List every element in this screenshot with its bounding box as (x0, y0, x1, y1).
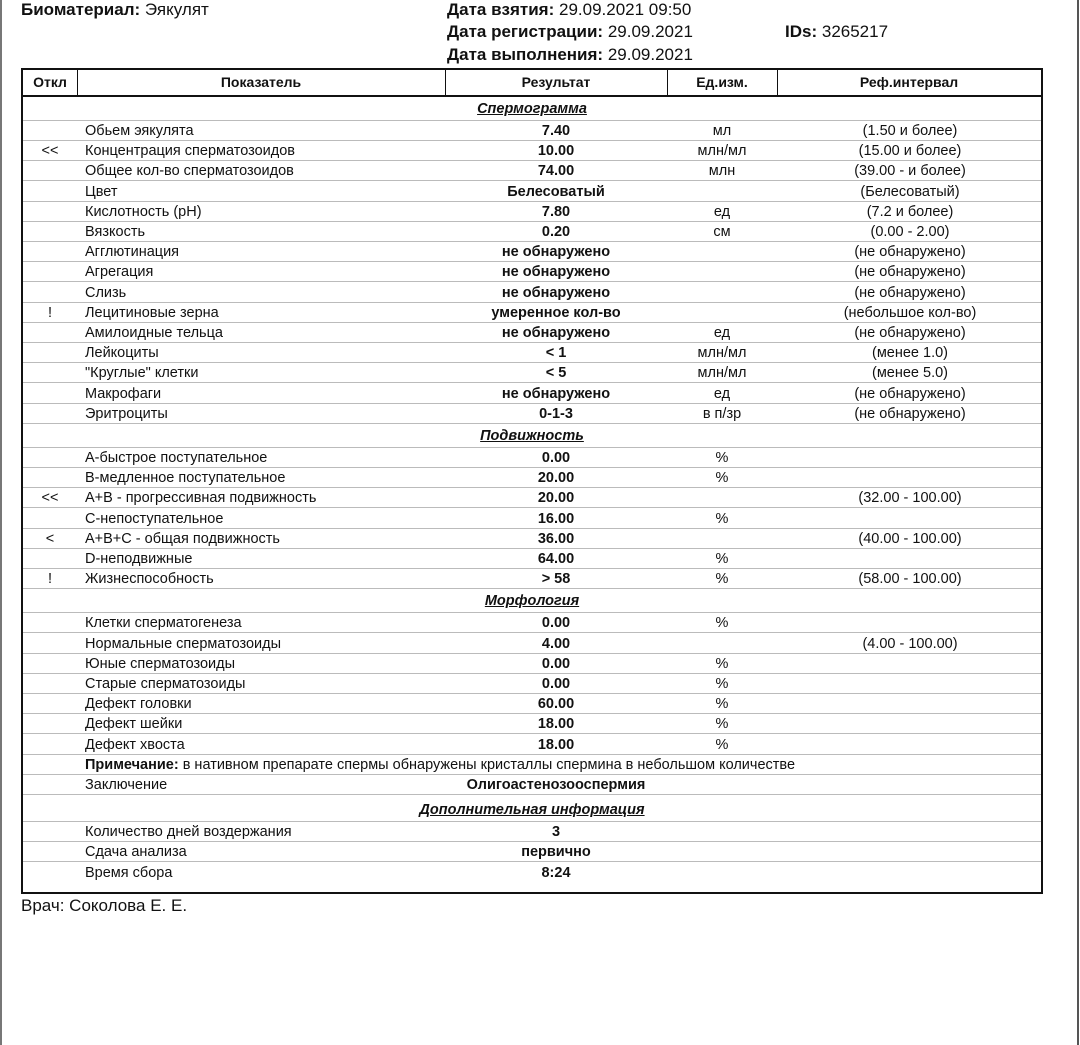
indicator-name: Лецитиновые зерна (85, 304, 219, 321)
result-value: 0.00 (541, 450, 571, 466)
unit-value (667, 487, 777, 507)
result-value: 60.00 (537, 696, 575, 713)
reference-interval (777, 508, 1043, 528)
reference-interval (777, 447, 1043, 467)
reference-interval (777, 467, 1043, 487)
conclusion-value: Олигоастенозооспермия (466, 777, 646, 793)
result-value: не обнаружено (501, 385, 611, 402)
result-value: не обнаружено (501, 264, 611, 281)
reference-interval (777, 734, 1043, 754)
reference-interval: (1.50 и более) (862, 123, 958, 139)
reference-interval: (не обнаружено) (854, 325, 966, 341)
unit-value: см (713, 224, 731, 240)
indicator-name: "Круглые" клетки (85, 365, 199, 382)
table-row (23, 282, 1041, 303)
flag-cell: << (41, 490, 59, 507)
flag-cell (23, 342, 77, 362)
registered-date-line (447, 22, 693, 42)
indicator-name: Агглютинация (85, 244, 180, 261)
unit-value: % (715, 470, 729, 487)
reference-interval: (не обнаружено) (854, 284, 966, 301)
result-value: не обнаружено (501, 325, 611, 341)
result-value: не обнаружено (501, 244, 611, 261)
table-row (23, 693, 1041, 714)
result-value: умеренное кол-во (491, 304, 621, 321)
indicator-name: Слизь (85, 284, 127, 301)
unit-value: % (715, 676, 729, 692)
result-value: 7.40 (541, 123, 571, 139)
flag-cell (23, 693, 77, 713)
table-row (23, 673, 1041, 694)
unit-value: ед (713, 325, 731, 341)
unit-value: % (715, 510, 729, 527)
unit-value (667, 261, 777, 281)
reference-interval: (15.00 и более) (858, 143, 962, 160)
indicator-name: В-медленное поступательное (85, 470, 286, 487)
ids-label: IDs: (785, 22, 818, 41)
table-row (23, 362, 1041, 383)
reference-interval: (58.00 - 100.00) (858, 571, 962, 588)
table-row (23, 201, 1041, 222)
biomaterial-value: Эякулят (144, 0, 209, 19)
taken-date-label: Дата взятия: (447, 0, 555, 19)
unit-value (667, 633, 777, 653)
result-value: 64.00 (537, 551, 575, 567)
indicator-name: Время сбора (85, 864, 173, 881)
flag-cell (23, 160, 77, 180)
result-value: 16.00 (537, 510, 575, 527)
indicator-name: Количество дней воздержания (85, 824, 292, 841)
flag-cell (23, 362, 77, 382)
indicator-name: Эритроциты (85, 405, 168, 422)
result-value: 20.00 (537, 490, 575, 507)
performed-date-line (447, 45, 693, 65)
result-value: 0-1-3 (539, 405, 573, 422)
reference-interval: (0.00 - 2.00) (870, 224, 950, 240)
table-row (23, 447, 1041, 468)
table-row (23, 120, 1041, 141)
indicator-name: Обьем эякулята (85, 123, 194, 139)
flag-cell (23, 653, 77, 673)
table-row (23, 734, 1041, 755)
table-row (23, 467, 1041, 488)
flag-cell (23, 633, 77, 653)
flag-cell (23, 201, 77, 221)
ids-value: 3265217 (821, 22, 889, 41)
flag-cell (23, 221, 77, 241)
indicator-name: Старые сперматозоиды (85, 676, 246, 692)
flag-cell (23, 120, 77, 140)
unit-value: ед (713, 203, 731, 220)
result-value: < 5 (545, 365, 567, 382)
result-value: не обнаружено (501, 284, 611, 301)
flag-cell (23, 383, 77, 403)
column-header-flag: Откл (23, 70, 78, 95)
conclusion-row (23, 774, 1041, 795)
unit-value: % (715, 571, 729, 588)
indicator-name: Нормальные сперматозоиды (85, 635, 282, 652)
note-label: Примечание: (85, 756, 179, 773)
table-row (23, 548, 1041, 569)
table-row (23, 160, 1041, 181)
table-row (23, 612, 1041, 633)
table-row (23, 653, 1041, 674)
table-row (23, 841, 1041, 862)
reference-interval: (менее 1.0) (871, 345, 948, 362)
table-header-row (23, 70, 1041, 97)
page-edge-left (0, 0, 2, 1045)
result-value: 36.00 (537, 530, 575, 547)
table-row (23, 241, 1041, 262)
table-row (23, 403, 1041, 424)
reference-interval (777, 693, 1043, 713)
indicator-name: Макрофаги (85, 385, 162, 402)
indicator-name: D-неподвижные (85, 551, 193, 567)
reference-interval: (не обнаружено) (854, 264, 966, 281)
reference-interval (777, 548, 1043, 568)
indicator-name: Концентрация сперматозоидов (85, 143, 295, 160)
unit-value: в п/зр (702, 405, 742, 422)
indicator-name: Лейкоциты (85, 345, 159, 362)
taken-date-line (447, 0, 691, 20)
flag-cell: ! (47, 304, 53, 321)
result-value: первично (521, 844, 591, 861)
result-value: 0.00 (541, 655, 571, 672)
flag-cell: ! (47, 571, 53, 588)
result-value: < 1 (545, 345, 567, 362)
unit-value (667, 241, 777, 261)
result-value: 8:24 (541, 864, 571, 881)
unit-value: % (715, 716, 729, 733)
unit-value (667, 528, 777, 548)
flag-cell (23, 612, 77, 632)
reference-interval: (39.00 - и более) (854, 163, 966, 180)
unit-value: мл (712, 123, 732, 139)
reference-interval: (не обнаружено) (854, 244, 966, 261)
indicator-name: Агрегация (85, 264, 154, 281)
table-row (23, 713, 1041, 734)
column-header-name: Показатель (77, 70, 446, 95)
indicator-name: Дефект шейки (85, 716, 183, 733)
table-row (23, 862, 1041, 882)
table-row (23, 821, 1041, 842)
registered-date-label: Дата регистрации: (447, 22, 604, 41)
page-edge-right (1077, 0, 1079, 1045)
flag-cell (23, 447, 77, 467)
reference-interval: (небольшое кол-во) (843, 304, 977, 321)
indicator-name: Кислотность (pH) (85, 203, 202, 220)
indicator-name: С-непоступательное (85, 510, 224, 527)
indicator-name: Юные сперматозоиды (85, 655, 236, 672)
indicator-name: Клетки сперматогенеза (85, 615, 242, 632)
flag-cell (23, 467, 77, 487)
reference-interval: (32.00 - 100.00) (858, 490, 962, 507)
result-value: 18.00 (537, 716, 575, 733)
flag-cell (23, 508, 77, 528)
table-row (23, 342, 1041, 363)
conclusion-label: Заключение (85, 777, 168, 793)
unit-value: % (715, 551, 729, 567)
unit-value: ед (713, 385, 731, 402)
unit-value: % (715, 736, 729, 753)
table-row (23, 302, 1041, 323)
reference-interval: (Белесоватый) (860, 183, 960, 200)
note-row (23, 754, 1041, 775)
column-header-unit: Ед.изм. (667, 70, 778, 95)
unit-value (667, 302, 777, 322)
flag-cell (23, 713, 77, 733)
unit-value: млн/мл (697, 345, 747, 362)
unit-value: млн (708, 163, 736, 180)
indicator-name: Дефект головки (85, 696, 192, 713)
result-value: Белесоватый (507, 183, 605, 200)
note-text: в нативном препарате спермы обнаружены кристаллы спермина в небольшом количестве (182, 756, 796, 773)
table-row (23, 140, 1041, 161)
result-value: 3 (551, 824, 561, 841)
column-header-ref: Реф.интервал (859, 74, 959, 90)
table-row (23, 633, 1041, 654)
indicator-name: Дефект хвоста (85, 736, 185, 753)
results-table (21, 68, 1043, 894)
biomaterial-line (21, 0, 209, 20)
reference-interval: (менее 5.0) (871, 365, 948, 382)
table-row (23, 322, 1041, 343)
flag-cell (23, 403, 77, 423)
flag-cell (23, 282, 77, 302)
result-value: 20.00 (537, 470, 575, 487)
performed-date-label: Дата выполнения: (447, 45, 604, 64)
flag-cell: << (41, 143, 59, 160)
result-value: 7.80 (541, 203, 571, 220)
reference-interval: (40.00 - 100.00) (858, 530, 962, 547)
indicator-name: Общее кол-во сперматозоидов (85, 163, 294, 180)
flag-cell: < (45, 530, 55, 547)
unit-value: % (715, 615, 729, 632)
flag-cell (23, 734, 77, 754)
doctor-signature: Врач: Соколова Е. Е. (21, 896, 188, 915)
reference-interval: (не обнаружено) (854, 405, 966, 422)
section-title: Подвижность (23, 423, 1041, 448)
unit-value: млн/мл (697, 365, 747, 382)
section-title-additional: Дополнительная информация (23, 797, 1041, 822)
flag-cell (23, 673, 77, 693)
note-text-wrap (85, 754, 985, 774)
result-value: > 58 (541, 571, 571, 588)
result-value: 74.00 (537, 163, 575, 180)
result-value: 0.00 (541, 676, 571, 692)
reference-interval: (4.00 - 100.00) (862, 635, 958, 652)
flag-cell (23, 241, 77, 261)
table-row (23, 221, 1041, 242)
table-row (23, 181, 1041, 202)
indicator-name: Жизнеспособность (85, 571, 214, 588)
reference-interval (777, 653, 1043, 673)
flag-cell (23, 548, 77, 568)
indicator-name: Амилоидные тельца (85, 325, 223, 341)
flag-cell (23, 322, 77, 342)
indicator-name: А+В - прогрессивная подвижность (85, 490, 317, 507)
reference-interval: (не обнаружено) (854, 385, 966, 402)
column-header-result: Результат (445, 70, 668, 95)
table-row (23, 261, 1041, 282)
reference-interval: (7.2 и более) (866, 203, 954, 220)
unit-value (667, 282, 777, 302)
table-row (23, 528, 1041, 549)
flag-cell (23, 181, 77, 201)
unit-value: млн/мл (697, 143, 747, 160)
unit-value: % (715, 655, 729, 672)
registered-date-value: 29.09.2021 (607, 22, 693, 41)
biomaterial-label: Биоматериал: (21, 0, 141, 19)
indicator-name: Сдача анализа (85, 844, 187, 861)
flag-cell (23, 261, 77, 281)
section-title: Морфология (23, 588, 1041, 613)
table-row (23, 487, 1041, 508)
indicator-name: Вязкость (85, 224, 146, 240)
taken-date-value: 29.09.2021 09:50 (558, 0, 692, 19)
result-value: 0.20 (541, 224, 571, 240)
result-value: 10.00 (537, 143, 575, 160)
result-value: 4.00 (541, 635, 571, 652)
section-title: Спермограмма (23, 96, 1041, 121)
reference-interval (777, 713, 1043, 733)
indicator-name: Цвет (85, 183, 118, 200)
reference-interval (777, 612, 1043, 632)
result-value: 18.00 (537, 736, 575, 753)
indicator-name: А-быстрое поступательное (85, 450, 268, 466)
reference-interval (777, 673, 1043, 693)
unit-value (667, 181, 777, 201)
table-row (23, 568, 1041, 589)
ids-line (785, 22, 888, 42)
table-row (23, 508, 1041, 529)
result-value: 0.00 (541, 615, 571, 632)
table-row (23, 383, 1041, 404)
indicator-name: А+В+С - общая подвижность (85, 530, 280, 547)
unit-value: % (715, 696, 729, 713)
unit-value: % (715, 450, 729, 466)
performed-date-value: 29.09.2021 (607, 45, 693, 64)
